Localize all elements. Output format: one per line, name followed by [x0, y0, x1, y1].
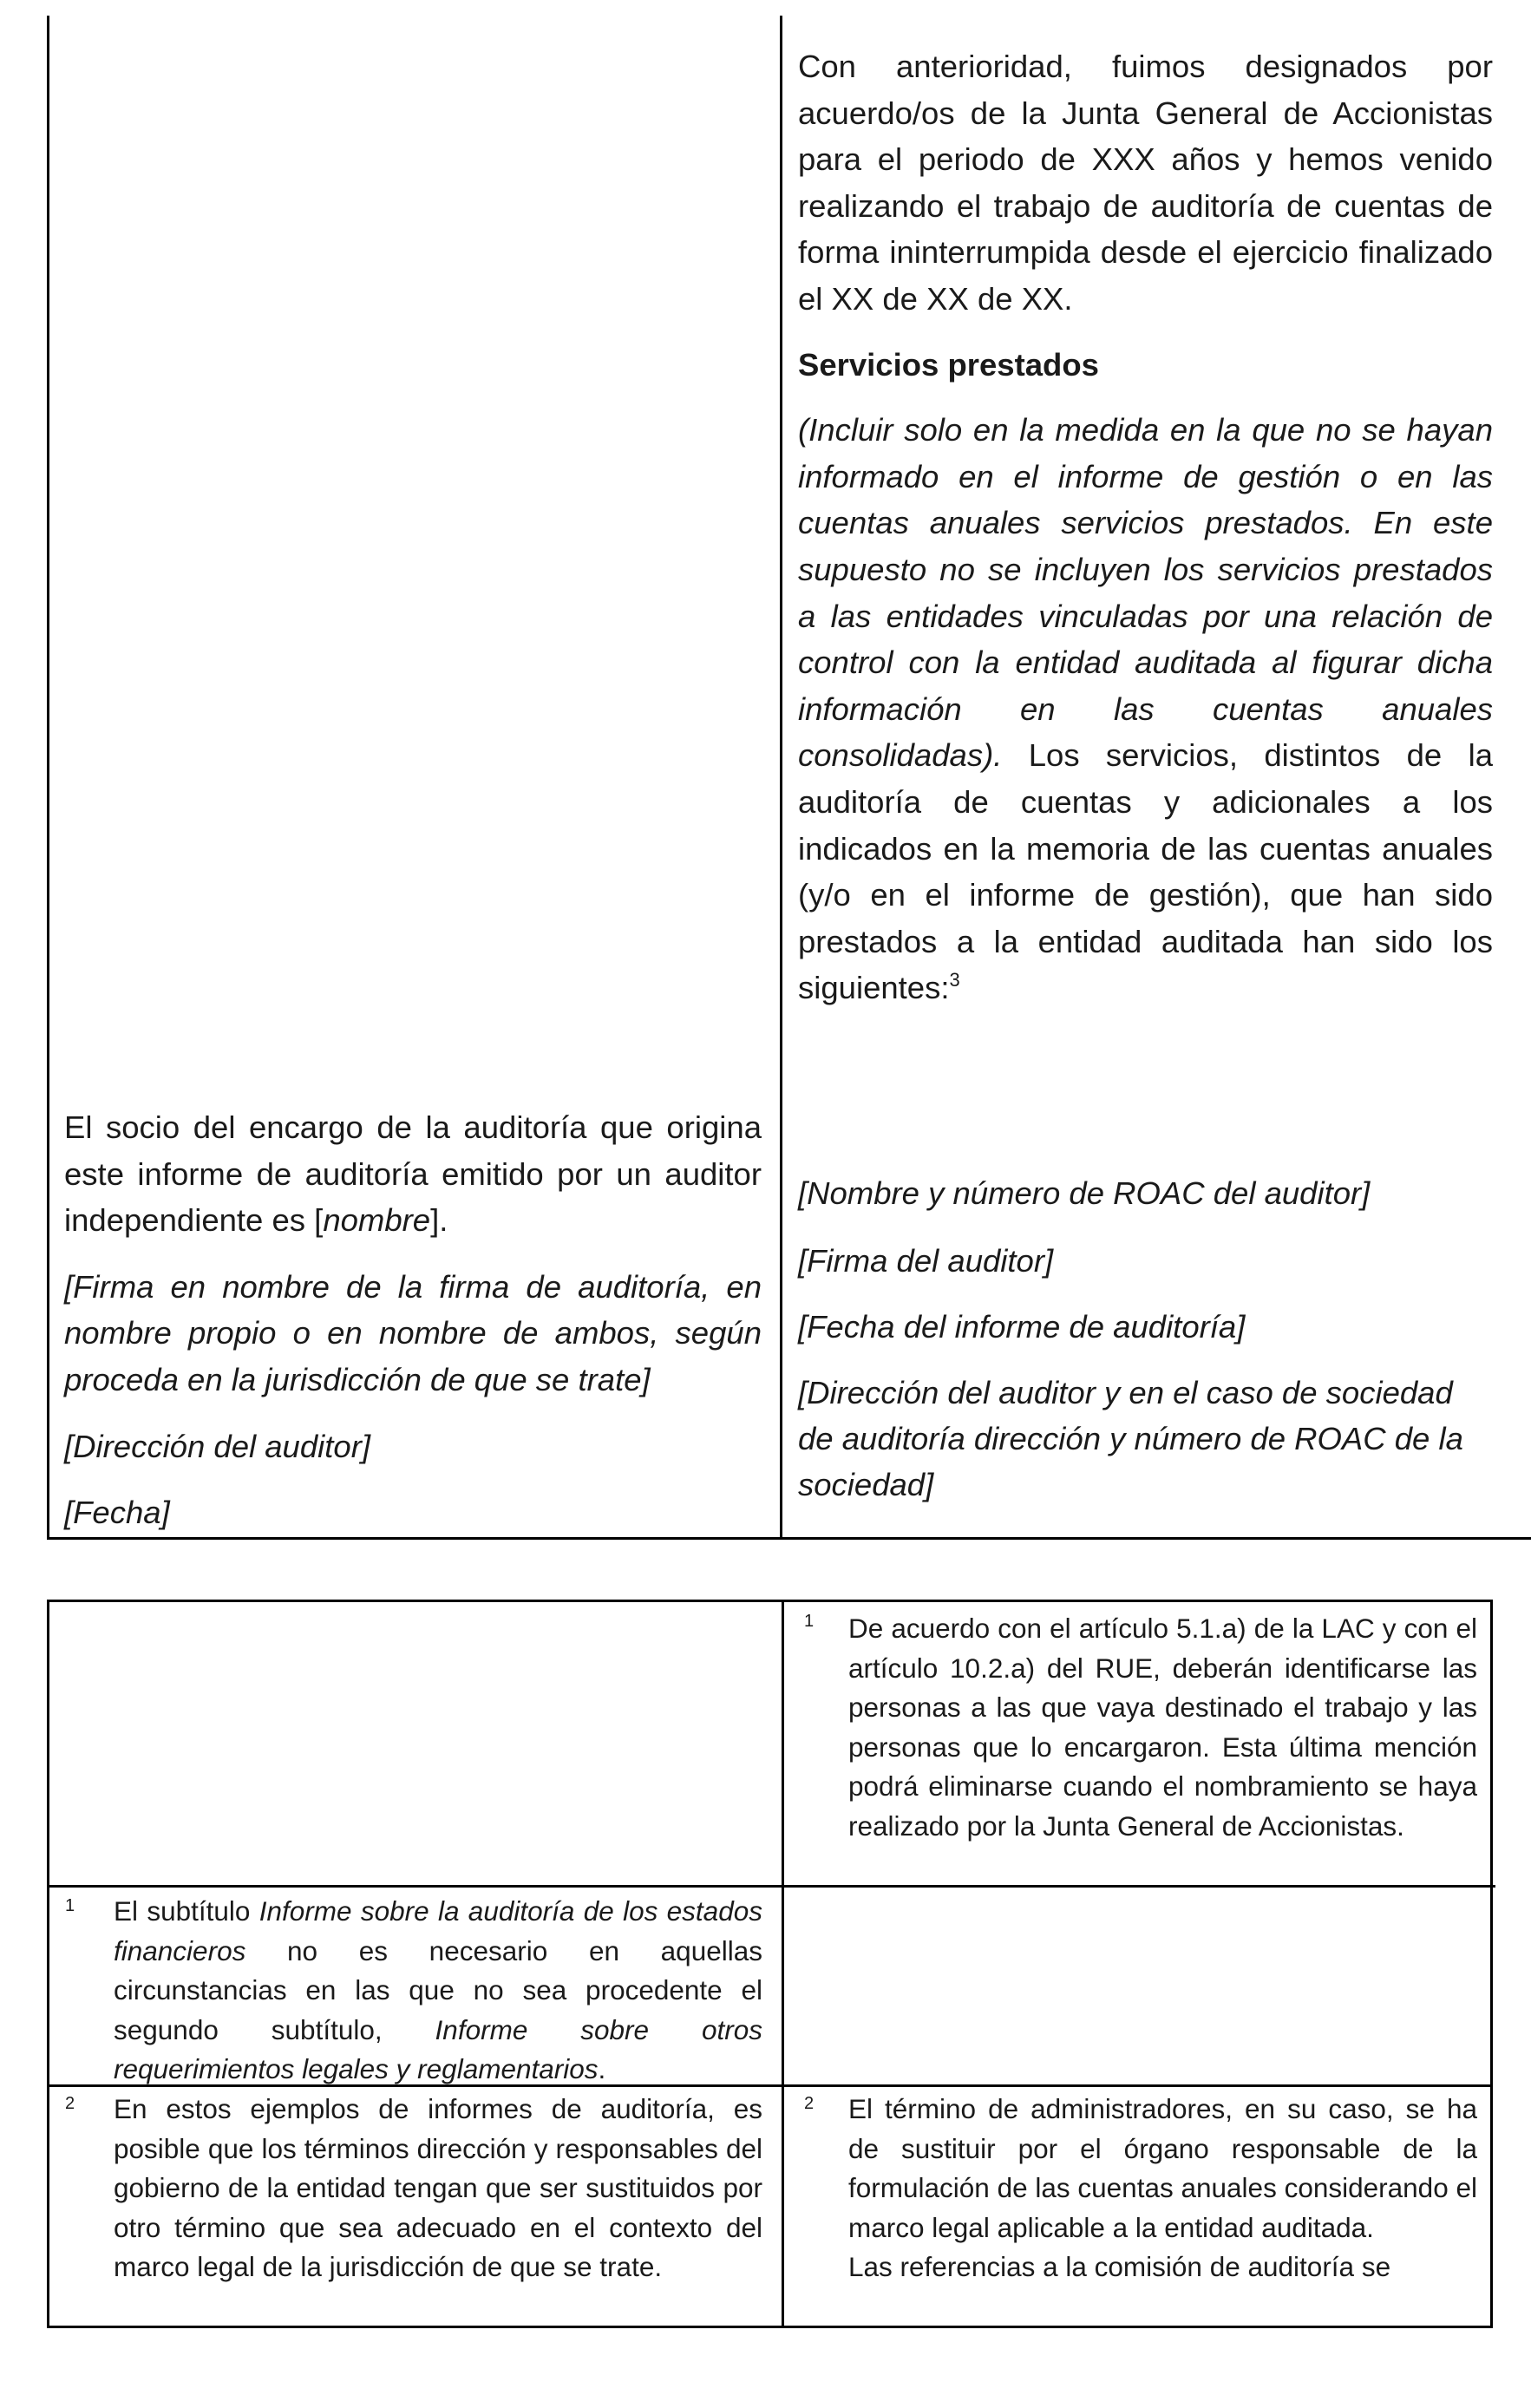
footnotes-divider-row1-left — [49, 1885, 782, 1888]
footnote-number: 1 — [65, 1896, 75, 1915]
footnote-right-2 — [848, 2090, 1477, 2287]
footnote-text: El término de administradores, en su caso, se ha de sustituir por el órgano responsable de la formulación de las cuentas anuales considerando el marco legal aplicable a la entidad auditada. — [848, 2093, 1477, 2243]
partner-paragraph — [64, 1104, 762, 1244]
table-border-left — [47, 16, 49, 1540]
left-signature-cell — [64, 1104, 762, 1556]
footnote-left-1 — [114, 1892, 762, 2090]
footnote-right-1: De acuerdo con el artículo 5.1.a) de la LAC y con el artículo 10.2.a) del RUE, deberán identificarse las personas a las que vaya destinado el trabajo y las personas que lo encargaron. Esta última mención podrá eliminarse cuando el nombramiento se haya realizado por la Junta General de Accionistas. — [848, 1613, 1477, 1842]
footnote-italic-subtitle: Informe sobre otros requerimientos legales y reglamentarios — [114, 2013, 763, 2085]
partner-name-placeholder: nombre — [323, 1202, 431, 1239]
designation-paragraph: Con anterioridad, fuimos designados por acuerdo/os de la Junta General de Accionistas para el periodo de XXX años y hemos venido realizando el trabajo de auditoría de cuentas de forma ininterrumpida desde el ejercicio finalizado el XX de XX de XX. — [798, 49, 1493, 317]
footnote-ref-3: 3 — [949, 969, 960, 991]
footnote-text: no es necesario en aquellas circunstancias en las que no sea procedente el segundo subtítulo, — [114, 1934, 762, 2045]
footnote-number: 2 — [804, 2094, 815, 2113]
date-placeholder: [Fecha] — [64, 1495, 170, 1531]
right-signature-cell — [798, 1170, 1493, 1528]
firm-signature-placeholder: [Firma en nombre de la firma de auditoría, en nombre propio o en nombre de ambos, según proceda en la jurisdicción de que se trate] — [64, 1268, 762, 1397]
footnote-text: . — [598, 2053, 606, 2085]
services-instruction: (Incluir solo en la medida en la que no se hayan informado en el informe de gestión o en las cuentas anuales servicios prestados. En este supuesto no se incluyen los servicios prestados a las entidades vinculadas por una relación de control con la entidad auditada al figurar dicha información en las cuentas anuales consolidadas). — [798, 412, 1493, 774]
footnote-italic-subtitle: Informe sobre la auditoría de los estados financieros — [114, 1895, 762, 1966]
footnote-number: 2 — [65, 2094, 75, 2113]
footnote-number: 1 — [804, 1612, 815, 1631]
footnotes-table — [47, 1600, 1493, 2328]
auditor-address-placeholder: [Dirección del auditor] — [64, 1428, 371, 1464]
services-text: Los servicios, distintos de la auditoría de cuentas y adicionales a los indicados en la memoria de las cuentas anuales (y/o en el informe de gestión), que han sido prestados a la entidad auditada han sido los siguientes: — [798, 737, 1493, 1006]
footnotes-divider-row1-right — [784, 1885, 1495, 1888]
partner-text: El socio del encargo de la auditoría que origina este informe de auditoría emitido por un auditor independiente es [ — [64, 1109, 762, 1239]
footnote-left-2: En estos ejemplos de informes de auditoría, es posible que los términos dirección y responsables del gobierno de la entidad tengan que ser sustituidos por otro término que sea adecuado en el contexto del marco legal de la jurisdicción de que se trate. — [114, 2093, 762, 2283]
auditor-address-roac-placeholder: [Dirección del auditor y en el caso de sociedad de auditoría dirección y número de ROAC de la sociedad] — [798, 1375, 1463, 1502]
services-paragraph — [798, 407, 1493, 1011]
footnote-text: El subtítulo — [114, 1895, 259, 1927]
right-column-top-cell — [798, 43, 1493, 1011]
footnotes-divider-vertical — [782, 1602, 784, 2326]
auditor-name-roac-placeholder: [Nombre y número de ROAC del auditor] — [798, 1175, 1371, 1211]
auditor-signature-placeholder: [Firma del auditor] — [798, 1243, 1054, 1279]
services-heading: Servicios prestados — [798, 346, 1099, 383]
report-date-placeholder: [Fecha del informe de auditoría] — [798, 1309, 1246, 1345]
partner-text-end: ]. — [430, 1202, 448, 1239]
table-border-middle — [780, 16, 782, 1540]
footnote-text-continued: Las referencias a la comisión de auditoría se — [848, 2251, 1391, 2283]
